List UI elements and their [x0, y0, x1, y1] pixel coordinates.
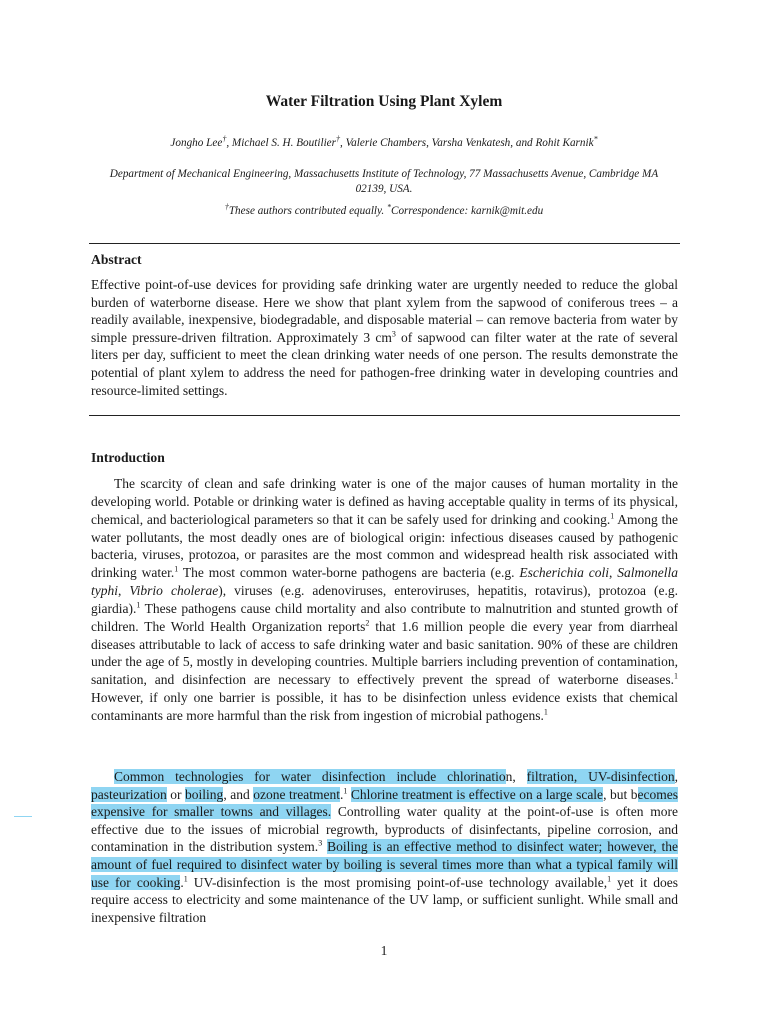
author-list: Jongho Lee†, Michael S. H. Boutilier†, Valerie Chambers, Varsha Venkatesh, and Rohit Karnik*: [170, 134, 598, 149]
star-mark: *: [593, 134, 598, 144]
highlight-margin-marker: [14, 816, 32, 817]
text-highlight[interactable]: filtration, UV-disinfection: [526, 769, 675, 784]
abstract-top-rule: [89, 243, 680, 244]
text-highlight[interactable]: ozone treatment: [253, 786, 340, 802]
author-jongho-lee: Jongho Lee: [170, 137, 223, 149]
introduction-paragraph-2: Common technologies for water disinfection include chlorination, filtration, UV-disinfection, pasteurization or boiling, and ozone treatment.$^1$ Chlorine treatment is effective on a large scale, but becomes expensive for smaller towns and villages. Controlling water quality at the point-of-use is often more effective due to the issues of microbial regrowth, byproducts of disinfectants, pipeline corrosion, and contamination in the distribution system.$^3$ Boiling is an effective method to disinfect water; however, the amount of fuel required to disinfect water by boiling is several times more than what a typical family will use for cooking.$^1$ UV-disinfection is the most promising point-of-use technology available,$^1$ yet it does require access to electricity and some maintenance of the UV lamp, or sufficient sunlight. While small and inexpensive filtration: [91, 769, 678, 925]
dagger-mark: †: [222, 134, 227, 144]
abstract-bottom-rule: [89, 415, 680, 416]
affiliation: Department of Mechanical Engineering, Massachusetts Institute of Technology, 77 Massachusetts Avenue, Cambridge MA 02139, USA.: [109, 168, 659, 195]
page-number: 1: [380, 943, 388, 958]
text-highlight[interactable]: boiling: [185, 786, 224, 802]
introduction-heading: Introduction: [91, 450, 165, 465]
species-name: Vibrio cholerae: [129, 583, 219, 599]
text-highlight[interactable]: Chlorine treatment is effective on a large scale: [350, 786, 604, 802]
abstract-text: Effective point-of-use devices for providing safe drinking water are urgently needed to reduce the global burden of waterborne disease. Here we show that plant xylem from the sapwood of coniferous trees – a readily available, inexpensive, biodegradable, and disposable material – can remove bacteria from water by simple pressure-driven filtration. Approximately 3 $cm^3$ of sapwood can filter water at the rate of several liters per day, sufficient to meet the clean drinking water needs of one person. The results demonstrate the potential of plant xylem to address the need for pathogen-free drinking water in developing countries and resource-limited settings.: [91, 277, 678, 398]
author-others: Valerie Chambers, Varsha Venkatesh, and Rohit Karnik: [345, 137, 594, 149]
text-highlight[interactable]: Boiling is an effective method to disinfect water; however, the amount of fuel required to disinfect water by boiling is several times more than what a typical family will use for cooking: [91, 839, 678, 890]
correspondence-email: Correspondence: karnik@mit.edu: [390, 205, 544, 217]
text-highlight[interactable]: pasteurization: [91, 786, 167, 802]
text-highlight[interactable]: ecomes expensive for smaller towns and villages.: [91, 786, 678, 820]
dagger-mark: †: [336, 134, 340, 144]
text-highlight[interactable]: Common technologies for water disinfection include chlorinatio: [114, 769, 506, 784]
contribution-note: †These authors contributed equally. *Correspondence: karnik@mit.edu: [224, 202, 544, 217]
introduction-paragraph-1: The scarcity of clean and safe drinking water is one of the major causes of human mortality in the developing world. Potable or drinking water is defined as having acceptable quality in terms of its physical, chemical, and bacteriological parameters so that it can be safely used for drinking and cooking.$^1$ Among the water pollutants, the most deadly ones are of biological origin: infectious diseases caused by pathogenic bacteria, viruses, protozoa, or parasites are the most common and widespread health risk associated with drinking water.$^1$ The most common water-borne pathogens are bacteria (e.g. Escherichia coli, Salmonella typhi, Vibrio cholerae), viruses (e.g. adenoviruses, enteroviruses, hepatitis, rotavirus), protozoa (e.g. giardia).$^1$ These pathogens cause child mortality and also contribute to malnutrition and stunted growth of children. The World Health Organization reports$^2$ that 1.6 million people die every year from diarrheal diseases attributable to lack of access to safe drinking water and basic sanitation. 90% of these are children under the age of 5, mostly in developing countries. Multiple barriers including prevention of contamination, sanitation, and disinfection are necessary to effectively prevent the spread of waterborne diseases.$^1$ However, if only one barrier is possible, it has to be disinfection unless evidence exists that chemical contaminants are more harmful than the risk from ingestion of microbial pathogens.$^1$: [91, 476, 679, 723]
species-name: Salmonella typhi: [91, 565, 678, 599]
species-name: Escherichia coli: [519, 565, 609, 581]
paper-title: Water Filtration Using Plant Xylem: [265, 93, 503, 110]
author-michael-boutilier: Michael S. H. Boutilier: [231, 137, 336, 149]
abstract-heading: Abstract: [91, 252, 142, 267]
